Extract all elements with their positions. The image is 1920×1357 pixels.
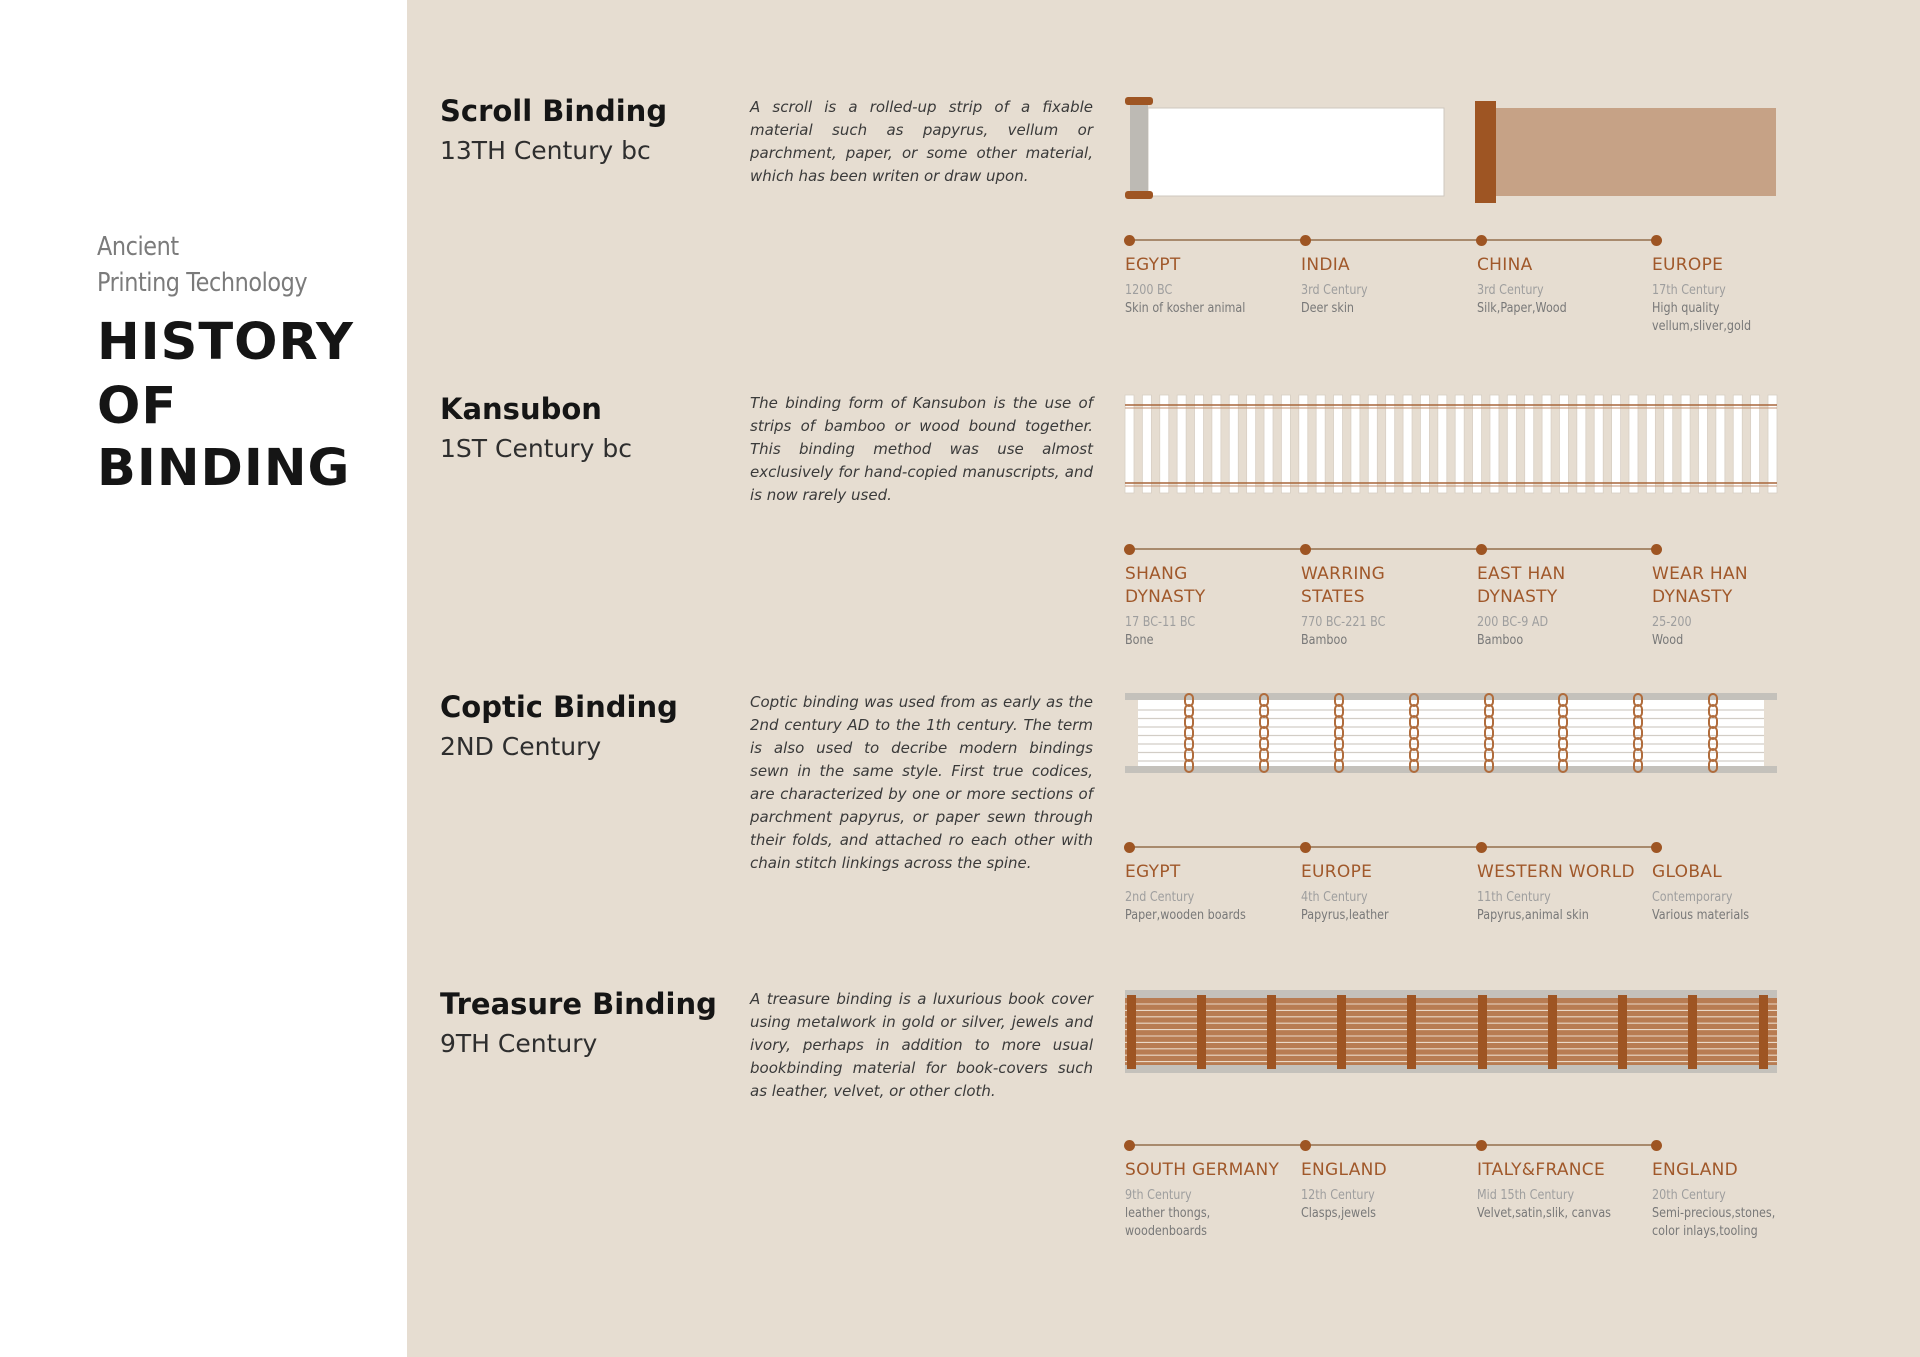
timeline-era: 11th Century (1477, 890, 1551, 905)
bamboo-strip (1751, 395, 1760, 493)
timeline-material: Bamboo (1301, 633, 1348, 648)
bamboo-strip (1716, 395, 1725, 493)
bamboo-strip (1542, 395, 1551, 493)
timeline-line (1130, 548, 1657, 550)
page-title-line-3: BINDING (97, 439, 351, 498)
bamboo-strip (1559, 395, 1568, 493)
section-subtitle-kansubon: 1ST Century bc (440, 434, 632, 463)
timeline-material: Silk,Paper,Wood (1477, 301, 1567, 316)
timeline-location: GLOBAL (1652, 862, 1722, 882)
bamboo-strip (1299, 395, 1308, 493)
timeline-era: 3rd Century (1301, 283, 1368, 298)
timeline-era: 17th Century (1652, 283, 1726, 298)
section-subtitle-coptic: 2ND Century (440, 732, 602, 761)
bamboo-strip (1229, 395, 1238, 493)
timeline-location: EUROPE (1301, 862, 1373, 882)
timeline-era: 25-200 (1652, 615, 1692, 630)
bamboo-strip (1768, 395, 1777, 493)
timeline-dot (1124, 235, 1135, 246)
bamboo-strip (1316, 395, 1325, 493)
timeline-era: 9th Century (1125, 1188, 1192, 1203)
bamboo-strip (1420, 395, 1429, 493)
bamboo-strip (1629, 395, 1638, 493)
bamboo-strip (1195, 395, 1204, 493)
bamboo-strip (1612, 395, 1621, 493)
section-subtitle-treasure: 9TH Century (440, 1029, 598, 1058)
bamboo-strip (1438, 395, 1447, 493)
timeline-line (1130, 239, 1657, 241)
timeline-location: SOUTH GERMANY (1125, 1160, 1280, 1180)
description-treasure: A treasure binding is a luxurious book cover using metalwork in gold or silver, jewels and ivory, perhaps in addition to more usual bookbinding material for book-covers such as leather, velvet, or other cloth. (750, 990, 1093, 1100)
timeline-dot (1476, 235, 1487, 246)
section-title-scroll: Scroll Binding (440, 94, 668, 128)
section-title-coptic: Coptic Binding (440, 690, 678, 724)
metal-band (1127, 995, 1136, 1069)
timeline-location: WESTERN WORLD (1477, 862, 1635, 882)
timeline-era: 3rd Century (1477, 283, 1544, 298)
section-subtitle-scroll: 13TH Century bc (440, 136, 651, 165)
timeline-location: WARRING STATES (1301, 564, 1386, 607)
timeline-location: CHINA (1477, 255, 1533, 275)
timeline-line (1130, 1144, 1657, 1146)
page-title-line-2: OF (97, 377, 178, 436)
bamboo-strip (1733, 395, 1742, 493)
page-title-line-1: HISTORY (97, 313, 354, 372)
treasure-binding-illustration (1125, 990, 1777, 1073)
timeline-dot (1300, 235, 1311, 246)
bamboo-strip (1281, 395, 1290, 493)
timeline-dot (1300, 1140, 1311, 1151)
bamboo-strip (1646, 395, 1655, 493)
bamboo-strip (1473, 395, 1482, 493)
bamboo-strip (1386, 395, 1395, 493)
timeline-era: 200 BC-9 AD (1477, 615, 1549, 630)
rolled-scroll-illustration (1475, 101, 1776, 203)
timeline-dot (1124, 1140, 1135, 1151)
open-scroll-illustration (1125, 97, 1444, 199)
description-scroll: A scroll is a rolled-up strip of a fixable material such as papyrus, vellum or parchment, paper, or some other material, which has been writen or draw upon. (750, 98, 1093, 185)
bamboo-strip (1525, 395, 1534, 493)
timeline-material: Papyrus,animal skin (1477, 908, 1589, 923)
metal-band (1407, 995, 1416, 1069)
timeline-material: Various materials (1652, 908, 1750, 923)
bamboo-strip (1125, 395, 1134, 493)
timeline-location: EUROPE (1652, 255, 1724, 275)
timeline-material: Deer skin (1301, 301, 1355, 316)
timeline-dot (1651, 842, 1662, 853)
timeline-material: Velvet,satin,slik, canvas (1477, 1206, 1611, 1221)
kicker-line-2: Printing Technology (97, 268, 308, 298)
timeline-location: EGYPT (1125, 255, 1181, 275)
timeline-dot (1651, 544, 1662, 555)
timeline-location: INDIA (1301, 255, 1350, 275)
timeline-location: ENGLAND (1652, 1160, 1739, 1180)
coptic-binding-illustration (1125, 693, 1777, 773)
bamboo-strip (1142, 395, 1151, 493)
timeline-dot (1476, 842, 1487, 853)
kicker-line-1: Ancient (97, 232, 179, 262)
bamboo-strip (1664, 395, 1673, 493)
metal-band (1337, 995, 1346, 1069)
timeline-location: EAST HAN DYNASTY (1477, 564, 1566, 607)
bamboo-strip (1351, 395, 1360, 493)
timeline-material: Bone (1125, 633, 1154, 648)
timeline-material: Paper,wooden boards (1125, 908, 1246, 923)
timeline-material: Papyrus,leather (1301, 908, 1389, 923)
bamboo-strip (1594, 395, 1603, 493)
timeline-era: 4th Century (1301, 890, 1368, 905)
timeline-dot (1124, 842, 1135, 853)
timeline-material: Semi-precious,stones, color inlays,tooling (1652, 1206, 1776, 1239)
metal-band (1267, 995, 1276, 1069)
timeline-material: Clasps,jewels (1301, 1206, 1377, 1221)
timeline-location: ENGLAND (1301, 1160, 1388, 1180)
timeline-dot (1124, 544, 1135, 555)
timeline-era: Contemporary (1652, 890, 1733, 905)
bamboo-strip (1264, 395, 1273, 493)
timeline-location: SHANG DYNASTY (1125, 564, 1206, 607)
section-title-treasure: Treasure Binding (440, 987, 717, 1021)
bamboo-strip (1247, 395, 1256, 493)
timeline-era: 2nd Century (1125, 890, 1195, 905)
bamboo-strip (1334, 395, 1343, 493)
timeline-dot (1300, 544, 1311, 555)
timeline-line (1130, 846, 1657, 848)
metal-band (1548, 995, 1557, 1069)
metal-band (1197, 995, 1206, 1069)
timeline-era: 17 BC-11 BC (1125, 615, 1196, 630)
timeline-era: 20th Century (1652, 1188, 1726, 1203)
timeline-material: Skin of kosher animal (1125, 301, 1246, 316)
bamboo-strip (1160, 395, 1169, 493)
bamboo-strip (1403, 395, 1412, 493)
timeline-era: 770 BC-221 BC (1301, 615, 1386, 630)
timeline-material: Wood (1652, 633, 1684, 648)
bamboo-strip (1368, 395, 1377, 493)
bamboo-strip (1212, 395, 1221, 493)
metal-band (1759, 995, 1768, 1069)
timeline-dot (1300, 842, 1311, 853)
section-title-kansubon: Kansubon (440, 392, 602, 426)
description-coptic: Coptic binding was used from as early as the 2nd century AD to the 1th century. The term is also used to decribe modern bindings sewn in the same style. First true codices, are characterized by one or more sections of parchment papyrus, or paper sewn through their folds, and attached ro each other with chain stitch linkings across the spine. (750, 693, 1093, 872)
description-kansubon: The binding form of Kansubon is the use of strips of bamboo or wood bound together. This binding method was use almost exclusively for hand-copied manuscripts, and is now rarely used. (750, 394, 1093, 504)
bamboo-strip (1490, 395, 1499, 493)
timeline-location: WEAR HAN DYNASTY (1652, 564, 1748, 607)
bamboo-strips-illustration (1125, 395, 1777, 493)
timeline-dot (1651, 235, 1662, 246)
bamboo-strip (1455, 395, 1464, 493)
metal-band (1478, 995, 1487, 1069)
timeline-location: EGYPT (1125, 862, 1181, 882)
bamboo-strip (1698, 395, 1707, 493)
bamboo-strip (1681, 395, 1690, 493)
timeline-era: 1200 BC (1125, 283, 1173, 298)
timeline-dot (1476, 544, 1487, 555)
bamboo-strip (1507, 395, 1516, 493)
bamboo-strip (1177, 395, 1186, 493)
metal-band (1618, 995, 1627, 1069)
timeline-material: leather thongs, woodenboards (1125, 1206, 1211, 1239)
bamboo-strip (1577, 395, 1586, 493)
timeline-material: High quality vellum,sliver,gold (1652, 301, 1752, 334)
timeline-era: Mid 15th Century (1477, 1188, 1575, 1203)
timeline-dot (1651, 1140, 1662, 1151)
timeline-era: 12th Century (1301, 1188, 1375, 1203)
timeline-material: Bamboo (1477, 633, 1524, 648)
metal-band (1688, 995, 1697, 1069)
timeline-location: ITALY&FRANCE (1477, 1160, 1606, 1180)
timeline-dot (1476, 1140, 1487, 1151)
